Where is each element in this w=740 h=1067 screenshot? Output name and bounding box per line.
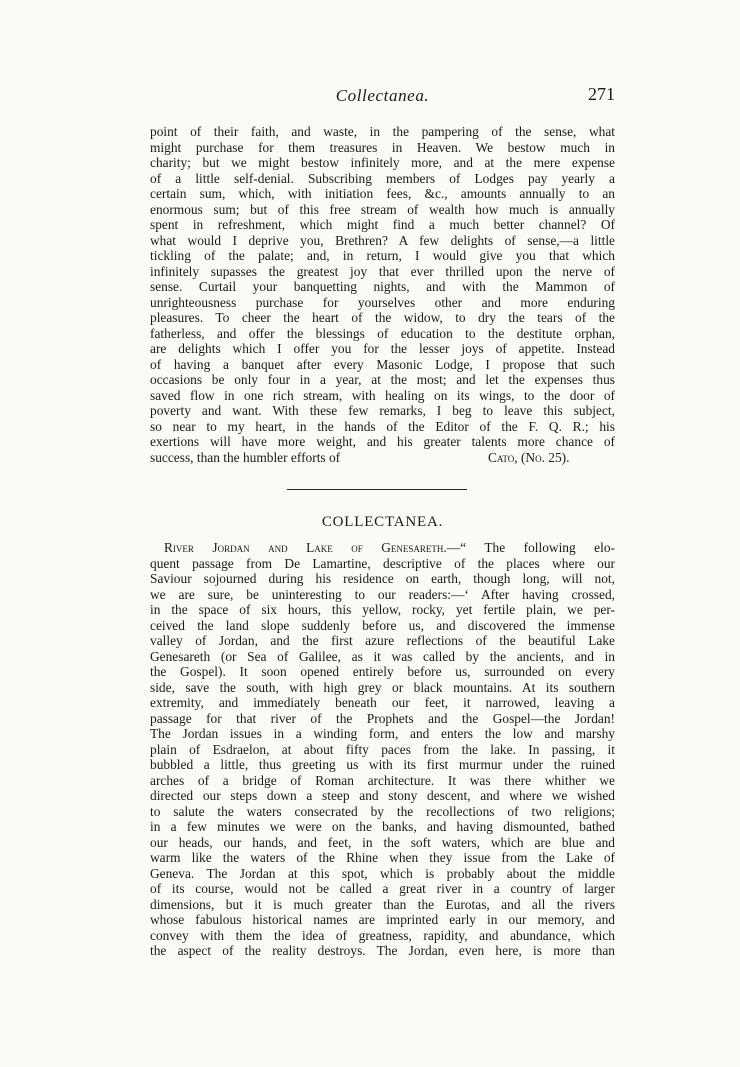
text-line: convey with them the idea of greatness, rapidity, and abundance, which: [150, 927, 615, 943]
text-line: of its course, would not be called a great river in a country of larger: [150, 881, 615, 896]
text-line: ceived the land slope suddenly before us, and discovered the immense: [150, 617, 615, 633]
text-line: what would I deprive you, Brethren? A few delights of sense,—a little: [150, 232, 615, 248]
text-line: whose fabulous historical names are imprinted early in our memory, and: [150, 912, 615, 927]
running-head: [150, 84, 615, 108]
text-line: occasions be only four in a year, at the most; and let the expenses thus: [150, 372, 615, 387]
text-line: enormous sum; but of this free stream of wealth how much is annually: [150, 201, 615, 217]
text-line: in a few minutes we were on the banks, and having dismounted, bathed: [150, 819, 615, 834]
text-line: tickling of the palate; and, in return, I would give you that which: [150, 248, 615, 263]
section-divider: [287, 489, 467, 490]
text-line: warm like the waters of the Rhine when they issue from the Lake of: [150, 850, 615, 865]
text-line: directed our steps down a steep and stony descent, and where we wished: [150, 788, 615, 803]
text-line: quent passage from De Lamartine, descriptive of the places where our: [150, 555, 615, 571]
text-line: the aspect of the reality destroys. The Jordan, even here, is more than: [150, 943, 615, 958]
page-number: 271: [588, 84, 615, 104]
text-line: of a little self-denial. Subscribing members of Lodges pay yearly a: [150, 170, 615, 186]
first-line-rest: —“ The following elo-: [446, 540, 615, 555]
signoff-line: [150, 450, 615, 466]
text-line-first: [150, 540, 615, 556]
text-line: so near to my heart, in the hands of the Editor of the F. Q. R.; his: [150, 418, 615, 434]
text-line: the Gospel). It soon opened entirely before us, surrounded on every: [150, 664, 615, 679]
text-line: in the space of six hours, this yellow, rocky, yet fertile plain, we per-: [150, 602, 615, 617]
text-line: spent in refreshment, which might find a much better channel? Of: [150, 217, 615, 232]
signoff-name: Cato, (No. 25).: [488, 449, 570, 465]
text-line: we are sure, be uninteresting to our readers:—‘ After having crossed,: [150, 586, 615, 602]
text-line: passage for that river of the Prophets and the Gospel—the Jordan!: [150, 710, 615, 726]
text-line: of having a banquet after every Masonic Lodge, I propose that such: [150, 356, 615, 372]
running-title: Collectanea.: [335, 86, 430, 105]
text-line: The Jordan issues in a winding form, and enters the low and marshy: [150, 726, 615, 741]
text-line: to salute the waters consecrated by the recollections of two religions;: [150, 803, 615, 819]
text-line: exertions will have more weight, and his greater talents more chance of: [150, 434, 615, 449]
article-heading: River Jordan and Lake of Genesareth.: [164, 540, 447, 555]
text-line: charity; but we might bestow infinitely more, and at the mere expense: [150, 155, 615, 170]
text-line: Geneva. The Jordan at this spot, which is probably about the middle: [150, 865, 615, 881]
text-line: valley of Jordan, and the first azure reflections of the beautiful Lake: [150, 633, 615, 648]
text-line: arches of a bridge of Roman architecture. It was there whither we: [150, 772, 615, 788]
text-line: point of their faith, and waste, in the pampering of the sense, what: [150, 124, 615, 139]
text-line: dimensions, but it is much greater than the Eurotas, and all the rivers: [150, 896, 615, 912]
text-line: plain of Esdraelon, at about fifty paces from the lake. In passing, it: [150, 741, 615, 757]
text-line: are delights which I offer you for the lesser joys of appetite. Instead: [150, 341, 615, 356]
letter-conclusion: [150, 124, 615, 465]
text-line: side, save the south, with high grey or black mountains. At its southern: [150, 679, 615, 695]
text-line: our heads, our hands, and feet, in the soft waters, which are blue and: [150, 834, 615, 850]
collectanea-article: [150, 540, 615, 959]
text-line: poverty and want. With these few remarks, I beg to leave this subject,: [150, 403, 615, 418]
text-line: Genesareth (or Sea of Galilee, as it was called by the ancients, and in: [150, 648, 615, 664]
signoff-text: success, than the humbler efforts of: [150, 449, 341, 465]
section-title: COLLECTANEA.: [321, 514, 444, 530]
text-line: fatherless, and offer the blessings of education to the destitute orphan,: [150, 325, 615, 341]
text-line: sense. Curtail your banquetting nights, and with the Mammon of: [150, 279, 615, 294]
text-line: unrighteousness purchase for yourselves other and more enduring: [150, 294, 615, 310]
text-line: might purchase for them treasures in Heaven. We bestow much in: [150, 139, 615, 155]
text-line: saved flow in one rich stream, with healing on its wings, to the door of: [150, 387, 615, 403]
text-line: extremity, and immediately beneath our feet, it narrowed, leaving a: [150, 695, 615, 710]
text-line: infinitely supasses the greatest joy that ever thrilled upon the nerve of: [150, 263, 615, 279]
text-line: pleasures. To cheer the heart of the widow, to dry the tears of the: [150, 310, 615, 325]
text-line: bubbled a little, thus greeting us with its first murmur under the ruined: [150, 757, 615, 772]
text-line: certain sum, which, with initiation fees, &c., amounts annually to an: [150, 186, 615, 201]
text-line: Saviour sojourned during his residence on earth, though long, will not,: [150, 571, 615, 586]
